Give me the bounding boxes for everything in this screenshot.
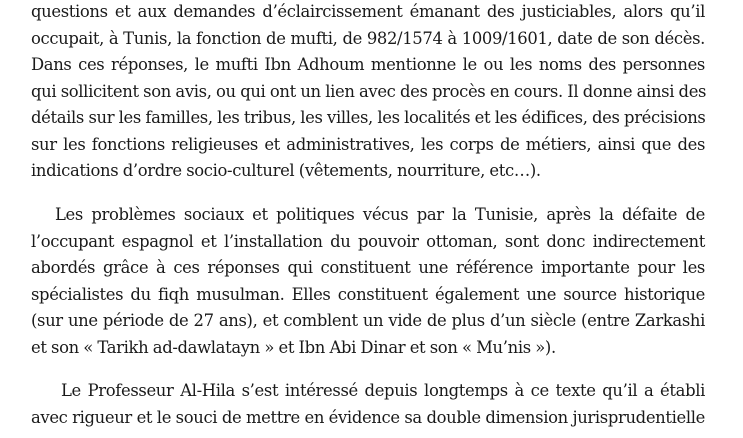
text-line: qui sollicitent son avis, ou qui ont un lien avec des procès en cours. Il donne ainsi des <box>31 81 707 101</box>
paragraph-2 <box>31 202 705 361</box>
text-line: et son « Tarikh ad-dawlatayn » et Ibn Abi Dinar et son « Mu’nis »). <box>31 337 556 357</box>
text-line: questions et aux demandes d’éclaircissement émanant des justiciables, alors qu’il <box>31 2 705 21</box>
paragraph-1 <box>31 0 705 185</box>
text-line: détails sur les familles, les tribus, les villes, les localités et les édifices, des précisions <box>31 108 706 127</box>
text-line: sur les fonctions religieuses et administratives, les corps de métiers, ainsi que des <box>31 134 705 154</box>
text-line: indications d’ordre socio-culturel (vêtements, nourriture, etc…). <box>31 161 541 180</box>
text-line: (sur une période de 27 ans), et comblent un vide de plus d’un siècle (entre Zarkashi <box>31 311 705 330</box>
text-line: Le Professeur Al-Hila s’est intéressé depuis longtemps à ce texte qu’il a établi <box>61 381 705 400</box>
text-line: l’occupant espagnol et l’installation du pouvoir ottoman, sont donc indirectement <box>31 231 705 251</box>
text-line: avec rigueur et le souci de mettre en évidence sa double dimension jurisprudentielle <box>31 407 705 427</box>
text-line: occupait, à Tunis, la fonction de mufti, de 982/1574 à 1009/1601, date de son décès. <box>31 28 705 48</box>
text-line: Les problèmes sociaux et politiques vécus par la Tunisie, après la défaite de <box>55 205 705 224</box>
text-line: Dans ces réponses, le mufti Ibn Adhoum mentionne le ou les noms des personnes <box>31 55 705 74</box>
text-line: spécialistes du fiqh musulman. Elles constituent également une source historique <box>31 284 705 304</box>
text-line: abordés grâce à ces réponses qui constituent une référence importante pour les <box>31 258 705 277</box>
paragraph-3 <box>31 378 705 431</box>
